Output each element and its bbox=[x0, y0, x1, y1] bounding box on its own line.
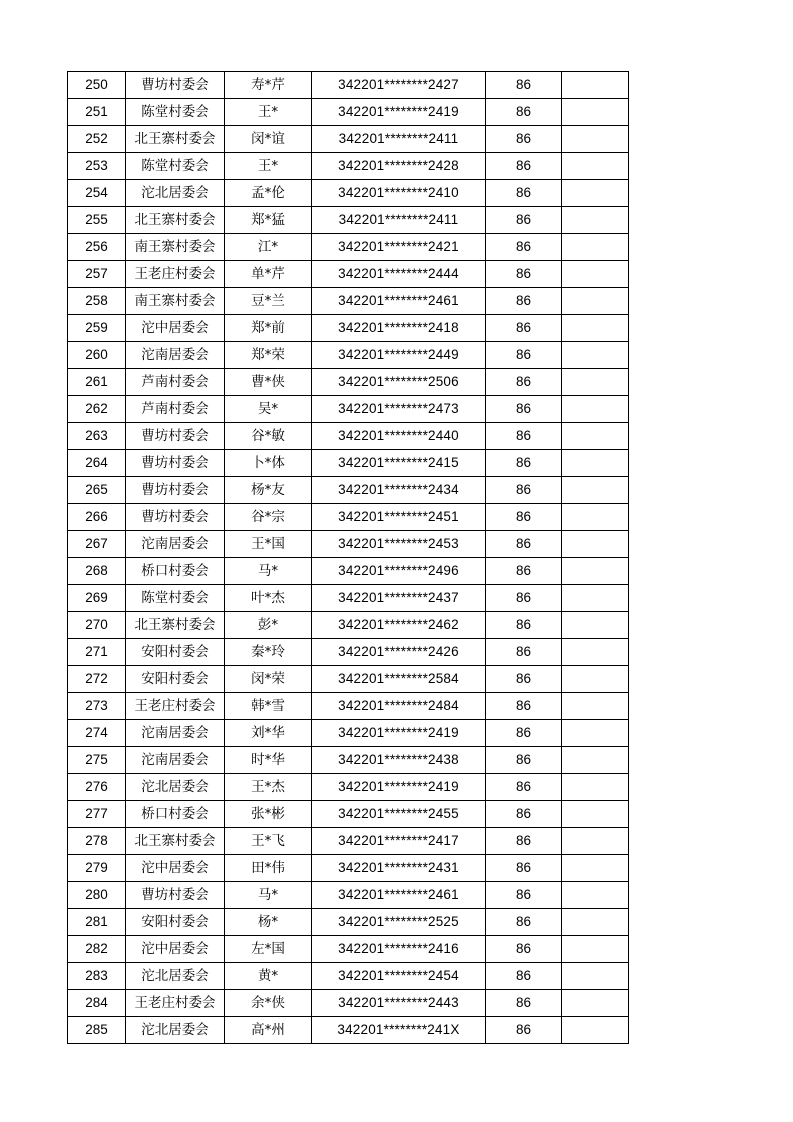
person-name-cell: 马* bbox=[225, 882, 312, 909]
person-name-cell: 曹*侠 bbox=[225, 369, 312, 396]
id-number-cell: 342201********2462 bbox=[312, 612, 486, 639]
id-number-cell: 342201********2496 bbox=[312, 558, 486, 585]
score-cell: 86 bbox=[486, 288, 562, 315]
person-name-cell: 秦*玲 bbox=[225, 639, 312, 666]
unit-cell: 王老庄村委会 bbox=[126, 261, 225, 288]
id-number-cell: 342201********241X bbox=[312, 1017, 486, 1044]
unit-cell: 安阳村委会 bbox=[126, 666, 225, 693]
unit-cell: 曹坊村委会 bbox=[126, 450, 225, 477]
row-number-cell: 278 bbox=[68, 828, 126, 855]
unit-cell: 北王寨村委会 bbox=[126, 828, 225, 855]
row-number-cell: 255 bbox=[68, 207, 126, 234]
score-cell: 86 bbox=[486, 153, 562, 180]
row-number-cell: 274 bbox=[68, 720, 126, 747]
score-cell: 86 bbox=[486, 234, 562, 261]
table-row bbox=[68, 180, 629, 207]
id-number-cell: 342201********2418 bbox=[312, 315, 486, 342]
note-cell bbox=[562, 207, 629, 234]
row-number-cell: 260 bbox=[68, 342, 126, 369]
row-number-cell: 251 bbox=[68, 99, 126, 126]
row-number-cell: 270 bbox=[68, 612, 126, 639]
person-name-cell: 豆*兰 bbox=[225, 288, 312, 315]
unit-cell: 桥口村委会 bbox=[126, 801, 225, 828]
score-cell: 86 bbox=[486, 909, 562, 936]
unit-cell: 陈堂村委会 bbox=[126, 585, 225, 612]
roster-table bbox=[67, 71, 629, 1044]
row-number-cell: 276 bbox=[68, 774, 126, 801]
table-row bbox=[68, 774, 629, 801]
note-cell bbox=[562, 801, 629, 828]
id-number-cell: 342201********2411 bbox=[312, 207, 486, 234]
id-number-cell: 342201********2440 bbox=[312, 423, 486, 450]
person-name-cell: 王*杰 bbox=[225, 774, 312, 801]
id-number-cell: 342201********2428 bbox=[312, 153, 486, 180]
row-number-cell: 271 bbox=[68, 639, 126, 666]
unit-cell: 沱北居委会 bbox=[126, 1017, 225, 1044]
unit-cell: 曹坊村委会 bbox=[126, 72, 225, 99]
score-cell: 86 bbox=[486, 693, 562, 720]
unit-cell: 沱南居委会 bbox=[126, 747, 225, 774]
person-name-cell: 叶*杰 bbox=[225, 585, 312, 612]
note-cell bbox=[562, 855, 629, 882]
unit-cell: 王老庄村委会 bbox=[126, 990, 225, 1017]
note-cell bbox=[562, 234, 629, 261]
row-number-cell: 280 bbox=[68, 882, 126, 909]
unit-cell: 安阳村委会 bbox=[126, 639, 225, 666]
score-cell: 86 bbox=[486, 531, 562, 558]
note-cell bbox=[562, 612, 629, 639]
table-row bbox=[68, 720, 629, 747]
table-row bbox=[68, 612, 629, 639]
row-number-cell: 273 bbox=[68, 693, 126, 720]
table-row bbox=[68, 504, 629, 531]
unit-cell: 芦南村委会 bbox=[126, 369, 225, 396]
note-cell bbox=[562, 99, 629, 126]
score-cell: 86 bbox=[486, 558, 562, 585]
unit-cell: 北王寨村委会 bbox=[126, 207, 225, 234]
table-row bbox=[68, 963, 629, 990]
person-name-cell: 谷*敏 bbox=[225, 423, 312, 450]
row-number-cell: 266 bbox=[68, 504, 126, 531]
person-name-cell: 郑*前 bbox=[225, 315, 312, 342]
score-cell: 86 bbox=[486, 855, 562, 882]
unit-cell: 北王寨村委会 bbox=[126, 126, 225, 153]
note-cell bbox=[562, 828, 629, 855]
note-cell bbox=[562, 909, 629, 936]
note-cell bbox=[562, 963, 629, 990]
row-number-cell: 261 bbox=[68, 369, 126, 396]
unit-cell: 陈堂村委会 bbox=[126, 99, 225, 126]
table-row bbox=[68, 693, 629, 720]
person-name-cell: 田*伟 bbox=[225, 855, 312, 882]
row-number-cell: 283 bbox=[68, 963, 126, 990]
table-row bbox=[68, 207, 629, 234]
row-number-cell: 258 bbox=[68, 288, 126, 315]
table-row bbox=[68, 855, 629, 882]
id-number-cell: 342201********2421 bbox=[312, 234, 486, 261]
score-cell: 86 bbox=[486, 396, 562, 423]
score-cell: 86 bbox=[486, 477, 562, 504]
table-row bbox=[68, 261, 629, 288]
table-row bbox=[68, 909, 629, 936]
score-cell: 86 bbox=[486, 990, 562, 1017]
note-cell bbox=[562, 450, 629, 477]
id-number-cell: 342201********2453 bbox=[312, 531, 486, 558]
id-number-cell: 342201********2484 bbox=[312, 693, 486, 720]
person-name-cell: 刘*华 bbox=[225, 720, 312, 747]
row-number-cell: 265 bbox=[68, 477, 126, 504]
unit-cell: 南王寨村委会 bbox=[126, 288, 225, 315]
note-cell bbox=[562, 180, 629, 207]
score-cell: 86 bbox=[486, 450, 562, 477]
row-number-cell: 268 bbox=[68, 558, 126, 585]
person-name-cell: 韩*雪 bbox=[225, 693, 312, 720]
row-number-cell: 254 bbox=[68, 180, 126, 207]
unit-cell: 曹坊村委会 bbox=[126, 423, 225, 450]
id-number-cell: 342201********2525 bbox=[312, 909, 486, 936]
score-cell: 86 bbox=[486, 828, 562, 855]
note-cell bbox=[562, 585, 629, 612]
row-number-cell: 264 bbox=[68, 450, 126, 477]
row-number-cell: 275 bbox=[68, 747, 126, 774]
score-cell: 86 bbox=[486, 126, 562, 153]
id-number-cell: 342201********2431 bbox=[312, 855, 486, 882]
unit-cell: 沱南居委会 bbox=[126, 531, 225, 558]
id-number-cell: 342201********2454 bbox=[312, 963, 486, 990]
score-cell: 86 bbox=[486, 747, 562, 774]
score-cell: 86 bbox=[486, 72, 562, 99]
row-number-cell: 250 bbox=[68, 72, 126, 99]
id-number-cell: 342201********2417 bbox=[312, 828, 486, 855]
note-cell bbox=[562, 747, 629, 774]
table-row bbox=[68, 585, 629, 612]
table-row bbox=[68, 423, 629, 450]
score-cell: 86 bbox=[486, 1017, 562, 1044]
person-name-cell: 江* bbox=[225, 234, 312, 261]
note-cell bbox=[562, 72, 629, 99]
row-number-cell: 262 bbox=[68, 396, 126, 423]
table-row bbox=[68, 666, 629, 693]
person-name-cell: 郑*荣 bbox=[225, 342, 312, 369]
id-number-cell: 342201********2415 bbox=[312, 450, 486, 477]
unit-cell: 桥口村委会 bbox=[126, 558, 225, 585]
table-row bbox=[68, 801, 629, 828]
table-row bbox=[68, 153, 629, 180]
score-cell: 86 bbox=[486, 666, 562, 693]
unit-cell: 沱中居委会 bbox=[126, 855, 225, 882]
note-cell bbox=[562, 774, 629, 801]
unit-cell: 沱北居委会 bbox=[126, 774, 225, 801]
person-name-cell: 余*侠 bbox=[225, 990, 312, 1017]
score-cell: 86 bbox=[486, 774, 562, 801]
unit-cell: 沱南居委会 bbox=[126, 342, 225, 369]
unit-cell: 曹坊村委会 bbox=[126, 477, 225, 504]
note-cell bbox=[562, 504, 629, 531]
row-number-cell: 281 bbox=[68, 909, 126, 936]
table-row bbox=[68, 936, 629, 963]
note-cell bbox=[562, 342, 629, 369]
table-row bbox=[68, 396, 629, 423]
note-cell bbox=[562, 666, 629, 693]
person-name-cell: 寿*芹 bbox=[225, 72, 312, 99]
id-number-cell: 342201********2461 bbox=[312, 288, 486, 315]
unit-cell: 南王寨村委会 bbox=[126, 234, 225, 261]
table-row bbox=[68, 990, 629, 1017]
id-number-cell: 342201********2449 bbox=[312, 342, 486, 369]
note-cell bbox=[562, 369, 629, 396]
unit-cell: 安阳村委会 bbox=[126, 909, 225, 936]
score-cell: 86 bbox=[486, 963, 562, 990]
id-number-cell: 342201********2444 bbox=[312, 261, 486, 288]
note-cell bbox=[562, 531, 629, 558]
person-name-cell: 王* bbox=[225, 99, 312, 126]
note-cell bbox=[562, 720, 629, 747]
unit-cell: 沱南居委会 bbox=[126, 720, 225, 747]
score-cell: 86 bbox=[486, 612, 562, 639]
person-name-cell: 黄* bbox=[225, 963, 312, 990]
id-number-cell: 342201********2455 bbox=[312, 801, 486, 828]
person-name-cell: 高*州 bbox=[225, 1017, 312, 1044]
score-cell: 86 bbox=[486, 639, 562, 666]
score-cell: 86 bbox=[486, 207, 562, 234]
id-number-cell: 342201********2410 bbox=[312, 180, 486, 207]
person-name-cell: 谷*宗 bbox=[225, 504, 312, 531]
row-number-cell: 252 bbox=[68, 126, 126, 153]
note-cell bbox=[562, 423, 629, 450]
table-row bbox=[68, 639, 629, 666]
note-cell bbox=[562, 477, 629, 504]
id-number-cell: 342201********2419 bbox=[312, 720, 486, 747]
unit-cell: 沱中居委会 bbox=[126, 315, 225, 342]
person-name-cell: 张*彬 bbox=[225, 801, 312, 828]
note-cell bbox=[562, 639, 629, 666]
score-cell: 86 bbox=[486, 315, 562, 342]
person-name-cell: 彭* bbox=[225, 612, 312, 639]
table-row bbox=[68, 315, 629, 342]
score-cell: 86 bbox=[486, 936, 562, 963]
note-cell bbox=[562, 396, 629, 423]
score-cell: 86 bbox=[486, 342, 562, 369]
unit-cell: 芦南村委会 bbox=[126, 396, 225, 423]
score-cell: 86 bbox=[486, 369, 562, 396]
person-name-cell: 闵*荣 bbox=[225, 666, 312, 693]
id-number-cell: 342201********2461 bbox=[312, 882, 486, 909]
table-row bbox=[68, 342, 629, 369]
score-cell: 86 bbox=[486, 261, 562, 288]
unit-cell: 陈堂村委会 bbox=[126, 153, 225, 180]
row-number-cell: 282 bbox=[68, 936, 126, 963]
unit-cell: 王老庄村委会 bbox=[126, 693, 225, 720]
unit-cell: 北王寨村委会 bbox=[126, 612, 225, 639]
id-number-cell: 342201********2419 bbox=[312, 774, 486, 801]
score-cell: 86 bbox=[486, 504, 562, 531]
row-number-cell: 256 bbox=[68, 234, 126, 261]
row-number-cell: 284 bbox=[68, 990, 126, 1017]
person-name-cell: 吴* bbox=[225, 396, 312, 423]
person-name-cell: 杨*友 bbox=[225, 477, 312, 504]
id-number-cell: 342201********2411 bbox=[312, 126, 486, 153]
note-cell bbox=[562, 990, 629, 1017]
person-name-cell: 王*国 bbox=[225, 531, 312, 558]
row-number-cell: 269 bbox=[68, 585, 126, 612]
unit-cell: 曹坊村委会 bbox=[126, 882, 225, 909]
score-cell: 86 bbox=[486, 585, 562, 612]
table-row bbox=[68, 828, 629, 855]
score-cell: 86 bbox=[486, 99, 562, 126]
person-name-cell: 左*国 bbox=[225, 936, 312, 963]
note-cell bbox=[562, 1017, 629, 1044]
note-cell bbox=[562, 288, 629, 315]
person-name-cell: 孟*伦 bbox=[225, 180, 312, 207]
unit-cell: 曹坊村委会 bbox=[126, 504, 225, 531]
id-number-cell: 342201********2451 bbox=[312, 504, 486, 531]
id-number-cell: 342201********2426 bbox=[312, 639, 486, 666]
table-row bbox=[68, 126, 629, 153]
note-cell bbox=[562, 126, 629, 153]
table-row bbox=[68, 369, 629, 396]
table-row bbox=[68, 531, 629, 558]
id-number-cell: 342201********2416 bbox=[312, 936, 486, 963]
row-number-cell: 279 bbox=[68, 855, 126, 882]
table-row bbox=[68, 288, 629, 315]
table-row bbox=[68, 234, 629, 261]
row-number-cell: 285 bbox=[68, 1017, 126, 1044]
row-number-cell: 257 bbox=[68, 261, 126, 288]
score-cell: 86 bbox=[486, 423, 562, 450]
id-number-cell: 342201********2437 bbox=[312, 585, 486, 612]
roster-body bbox=[68, 72, 629, 1044]
table-row bbox=[68, 1017, 629, 1044]
person-name-cell: 王*飞 bbox=[225, 828, 312, 855]
note-cell bbox=[562, 315, 629, 342]
person-name-cell: 单*芹 bbox=[225, 261, 312, 288]
unit-cell: 沱北居委会 bbox=[126, 963, 225, 990]
row-number-cell: 253 bbox=[68, 153, 126, 180]
note-cell bbox=[562, 693, 629, 720]
person-name-cell: 马* bbox=[225, 558, 312, 585]
id-number-cell: 342201********2584 bbox=[312, 666, 486, 693]
score-cell: 86 bbox=[486, 882, 562, 909]
row-number-cell: 267 bbox=[68, 531, 126, 558]
person-name-cell: 王* bbox=[225, 153, 312, 180]
table-row bbox=[68, 450, 629, 477]
note-cell bbox=[562, 882, 629, 909]
person-name-cell: 时*华 bbox=[225, 747, 312, 774]
person-name-cell: 郑*猛 bbox=[225, 207, 312, 234]
row-number-cell: 272 bbox=[68, 666, 126, 693]
id-number-cell: 342201********2427 bbox=[312, 72, 486, 99]
note-cell bbox=[562, 936, 629, 963]
score-cell: 86 bbox=[486, 180, 562, 207]
table-row bbox=[68, 558, 629, 585]
table-row bbox=[68, 882, 629, 909]
note-cell bbox=[562, 558, 629, 585]
unit-cell: 沱中居委会 bbox=[126, 936, 225, 963]
id-number-cell: 342201********2419 bbox=[312, 99, 486, 126]
score-cell: 86 bbox=[486, 720, 562, 747]
unit-cell: 沱北居委会 bbox=[126, 180, 225, 207]
person-name-cell: 闵*谊 bbox=[225, 126, 312, 153]
id-number-cell: 342201********2434 bbox=[312, 477, 486, 504]
person-name-cell: 卜*体 bbox=[225, 450, 312, 477]
note-cell bbox=[562, 153, 629, 180]
id-number-cell: 342201********2506 bbox=[312, 369, 486, 396]
score-cell: 86 bbox=[486, 801, 562, 828]
table-row bbox=[68, 747, 629, 774]
id-number-cell: 342201********2443 bbox=[312, 990, 486, 1017]
id-number-cell: 342201********2473 bbox=[312, 396, 486, 423]
note-cell bbox=[562, 261, 629, 288]
id-number-cell: 342201********2438 bbox=[312, 747, 486, 774]
row-number-cell: 277 bbox=[68, 801, 126, 828]
table-row bbox=[68, 99, 629, 126]
row-number-cell: 263 bbox=[68, 423, 126, 450]
row-number-cell: 259 bbox=[68, 315, 126, 342]
person-name-cell: 杨* bbox=[225, 909, 312, 936]
table-row bbox=[68, 477, 629, 504]
table-row bbox=[68, 72, 629, 99]
